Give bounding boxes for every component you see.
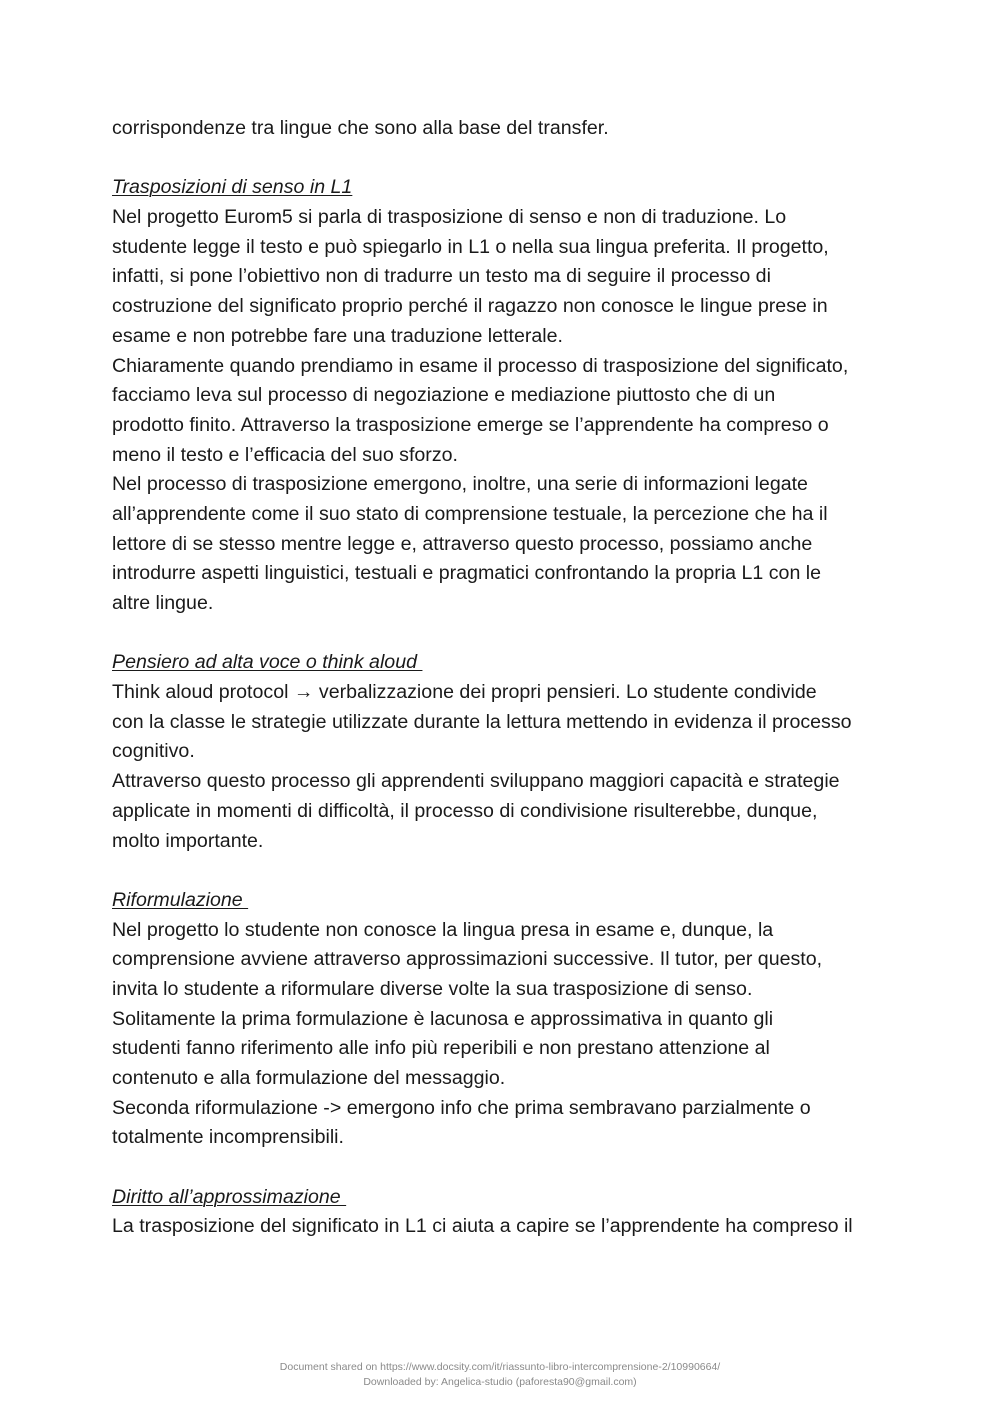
section-heading <box>112 648 902 678</box>
section-heading <box>112 173 902 203</box>
paragraph-line: invita lo studente a riformulare diverse volte la sua trasposizione di senso. <box>112 977 753 1000</box>
paragraph-line: studenti fanno riferimento alle info più reperibili e non prestano attenzione al <box>112 1037 770 1060</box>
paragraph-line: molto importante. <box>112 829 264 852</box>
section-heading-text: Diritto all’approssimazione <box>112 1185 347 1208</box>
paragraph-line: con la classe le strategie utilizzate durante la lettura mettendo in evidenza il processo <box>112 710 852 733</box>
paragraph-line: altre lingue. <box>112 592 214 614</box>
section-heading-text: Riformulazione <box>112 888 249 911</box>
paragraph-line: infatti, si pone l’obiettivo non di tradurre un testo ma di seguire il processo di <box>112 265 771 288</box>
section-heading-text: Pensiero ad alta voce o think aloud <box>112 651 423 674</box>
section-heading <box>112 1183 902 1213</box>
paragraph-line: Nel progetto Eurom5 si parla di trasposizione di senso e non di traduzione. Lo <box>112 206 787 229</box>
section-heading <box>112 886 902 916</box>
paragraph-line: Chiaramente quando prendiamo in esame il processo di trasposizione del significato, <box>112 354 849 377</box>
paragraph-line: introdurre aspetti linguistici, testuali e pragmatici confrontando la propria L1 con le <box>112 562 822 585</box>
paragraph-line: studente legge il testo e può spiegarlo in L1 o nella sua lingua preferita. Il progetto, <box>112 235 829 258</box>
footer-shared-text: Document shared on https://www.docsity.com/it/riassunto-libro-intercomprensione-2/10990664/ <box>279 1361 721 1373</box>
blank-line <box>112 619 902 649</box>
paragraph-line: cognitivo. <box>112 740 195 763</box>
blank-line <box>112 1153 902 1183</box>
paragraph-line: Think aloud protocol → verbalizzazione dei propri pensieri. Lo studente condivide <box>112 681 817 704</box>
paragraph-line: esame e non potrebbe fare una traduzione letterale. <box>112 324 563 347</box>
paragraph-line: Nel processo di trasposizione emergono, inoltre, una serie di informazioni legate <box>112 473 808 496</box>
paragraph-line: Seconda riformulazione -> emergono info che prima sembravano parzialmente o <box>112 1096 811 1119</box>
paragraph-line: prodotto finito. Attraverso la trasposizione emerge se l’apprendente ha compreso o <box>112 413 829 436</box>
paragraph-line: all’apprendente come il suo stato di comprensione testuale, la percezione che ha il <box>112 502 828 525</box>
paragraph-line: Attraverso questo processo gli apprendenti sviluppano maggiori capacità e strategie <box>112 770 840 793</box>
paragraph-line: Nel progetto lo studente non conosce la lingua presa in esame e, dunque, la <box>112 918 774 941</box>
section-heading-text: Trasposizioni di senso in L1 <box>112 176 353 199</box>
paragraph-line: facciamo leva sul processo di negoziazione e mediazione piuttosto che di un <box>112 384 776 407</box>
paragraph-line: contenuto e alla formulazione del messaggio. <box>112 1067 506 1089</box>
paragraph-line: La trasposizione del significato in L1 ci aiuta a capire se l’apprendente ha compreso il <box>112 1215 853 1238</box>
paragraph-line: corrispondenze tra lingue che sono alla base del transfer. <box>112 117 609 139</box>
document-body <box>112 114 902 1242</box>
paragraph-line: applicate in momenti di difficoltà, il processo di condivisione risulterebbe, dunque, <box>112 799 818 822</box>
blank-line <box>112 856 902 886</box>
paragraph-line: lettore di se stesso mentre legge e, attraverso questo processo, possiamo anche <box>112 532 813 555</box>
paragraph-line: meno il testo e l’efficacia del suo sforzo. <box>112 443 458 466</box>
paragraph-line: totalmente incomprensibili. <box>112 1126 344 1149</box>
paragraph-line: comprensione avviene attraverso approssimazioni successive. Il tutor, per questo, <box>112 948 823 971</box>
blank-line <box>112 144 902 174</box>
paragraph-line: costruzione del significato proprio perché il ragazzo non conosce le lingue prese in <box>112 295 828 318</box>
paragraph-line: Solitamente la prima formulazione è lacunosa e approssimativa in quanto gli <box>112 1007 774 1030</box>
docsity-footer <box>0 1360 1000 1390</box>
footer-downloaded-text: Downloaded by: Angelica-studio (paforesta90@gmail.com) <box>363 1376 637 1388</box>
